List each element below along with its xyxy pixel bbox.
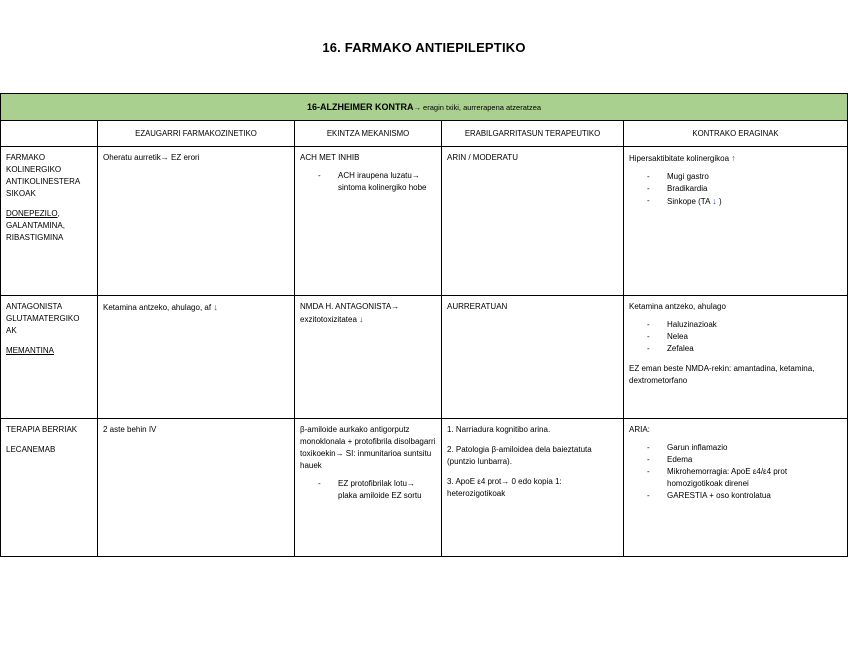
- use-text: ARIN / MODERATU: [447, 153, 518, 162]
- drug-table: [0, 93, 848, 557]
- drug-group-cell: [1, 296, 98, 419]
- group-name-line: ANTIKOLINESTERA: [6, 177, 81, 186]
- drug-name-underlined: DONEPEZILO: [6, 209, 58, 218]
- table-row: [1, 296, 848, 419]
- adverse-title: Hipersaktibitate kolinergikoa: [629, 154, 730, 163]
- therapeutic-use-cell: [442, 419, 624, 557]
- pharmacokinetics-cell: [98, 147, 295, 296]
- mechanism-text: NMDA H. ANTAGONISTA→ exzitotoxizitatea: [300, 302, 400, 324]
- header-row: [1, 121, 848, 147]
- page-title: 16. FARMAKO ANTIEPILEPTIKO: [322, 40, 526, 55]
- header-therapeutic-use: ERABILGARRITASUN TERAPEUTIKO: [442, 121, 624, 147]
- list-item: - EZ protofibrilak lotu→ plaka amiloide EZ sortu: [318, 478, 436, 502]
- arrow-down-icon: ↓: [712, 196, 717, 206]
- mechanism-text: β-amiloide aurkako antigorputz monoklonala + protofibrila disolbagarri toxikoekin→ SI: inmunitarioa suntsitu hauek: [300, 425, 436, 470]
- list-item: - GARESTIA + oso kontrolatua: [647, 490, 842, 502]
- list-item: - Edema: [647, 454, 842, 466]
- adverse-title: Ketamina antzeko, ahulago: [629, 302, 726, 311]
- table-row: [1, 147, 848, 296]
- mechanism-title: ACH MET INHIB: [300, 153, 360, 162]
- adverse-effects-cell: [624, 419, 848, 557]
- therapeutic-use-cell: [442, 147, 624, 296]
- banner-subtitle: → eragin txiki, aurrerapena atzeratzea: [413, 102, 542, 112]
- list-item: - Haluzinazioak: [647, 319, 842, 331]
- group-name-line: TERAPIA BERRIAK: [6, 425, 78, 434]
- use-item: 3. ApoE ε4 prot→ 0 edo kopia 1: heterozigotikoak: [447, 477, 562, 498]
- adverse-effects-cell: [624, 296, 848, 419]
- list-item: - Mugi gastro: [647, 171, 842, 183]
- arrow-down-icon: ↓: [213, 302, 218, 312]
- arrow-down-icon: ↓: [359, 314, 364, 324]
- drug-names: [6, 208, 92, 244]
- drug-group-cell: [1, 147, 98, 296]
- list-item: - ACH iraupena luzatu→ sintoma kolinergiko hobe: [318, 170, 436, 194]
- header-adverse-effects: KONTRAKO ERAGINAK: [624, 121, 848, 147]
- adverse-title: ARIA:: [629, 425, 650, 434]
- group-name-line: KOLINERGIKO: [6, 165, 62, 174]
- header-mechanism: EKINTZA MEKANISMO: [295, 121, 442, 147]
- list-item: - Bradikardia: [647, 183, 842, 195]
- pharmacokinetics-cell: [98, 296, 295, 419]
- group-name-line: ANTAGONISTA: [6, 302, 63, 311]
- drug-group-cell: [1, 419, 98, 557]
- mechanism-cell: [295, 147, 442, 296]
- list-item: - Zefalea: [647, 343, 842, 355]
- use-text: AURRERATUAN: [447, 302, 508, 311]
- pk-text: 2 aste behin IV: [103, 425, 157, 434]
- use-item: 2. Patologia β-amiloidea dela baieztatuta (puntzio lunbarra).: [447, 445, 592, 466]
- list-item: - Mikrohemorragia: ApoE ε4/ε4 prot homozigotikoak direnei: [647, 466, 842, 490]
- list-item: - Garun inflamazio: [647, 442, 842, 454]
- group-name-line: AK: [6, 326, 17, 335]
- header-pharmacokinetics: EZAUGARRI FARMAKOZINETIKO: [98, 121, 295, 147]
- therapeutic-use-cell: [442, 296, 624, 419]
- banner-title: 16-ALZHEIMER KONTRA: [306, 101, 414, 112]
- pk-text: Ketamina antzeko, ahulago, af: [103, 303, 212, 312]
- list-item: - Sinkope (TA ↓ ): [647, 195, 842, 208]
- table-row: [1, 419, 848, 557]
- mechanism-cell: [295, 296, 442, 419]
- list-item: - Nelea: [647, 331, 842, 343]
- drug-name: LECANEMAB: [6, 445, 56, 454]
- drug-name-rest: , GALANTAMINA, RIBASTIGMINA: [6, 209, 65, 242]
- arrow-up-icon: ↑: [731, 153, 736, 163]
- mechanism-cell: [295, 419, 442, 557]
- pk-text: Oheratu aurretik→ EZ erori: [103, 153, 200, 162]
- group-name-line: SIKOAK: [6, 189, 36, 198]
- drug-name-underlined: MEMANTINA: [6, 346, 54, 355]
- pharmacokinetics-cell: [98, 419, 295, 557]
- group-name-line: FARMAKO: [6, 153, 46, 162]
- group-name-line: GLUTAMATERGIKO: [6, 314, 80, 323]
- use-item: 1. Narriadura kognitibo arina.: [447, 425, 551, 434]
- header-empty-cell: [1, 121, 98, 147]
- adverse-effects-cell: [624, 147, 848, 296]
- adverse-note: EZ eman beste NMDA-rekin: amantadina, ketamina, dextrometorfano: [629, 364, 815, 385]
- table-banner: [1, 94, 848, 121]
